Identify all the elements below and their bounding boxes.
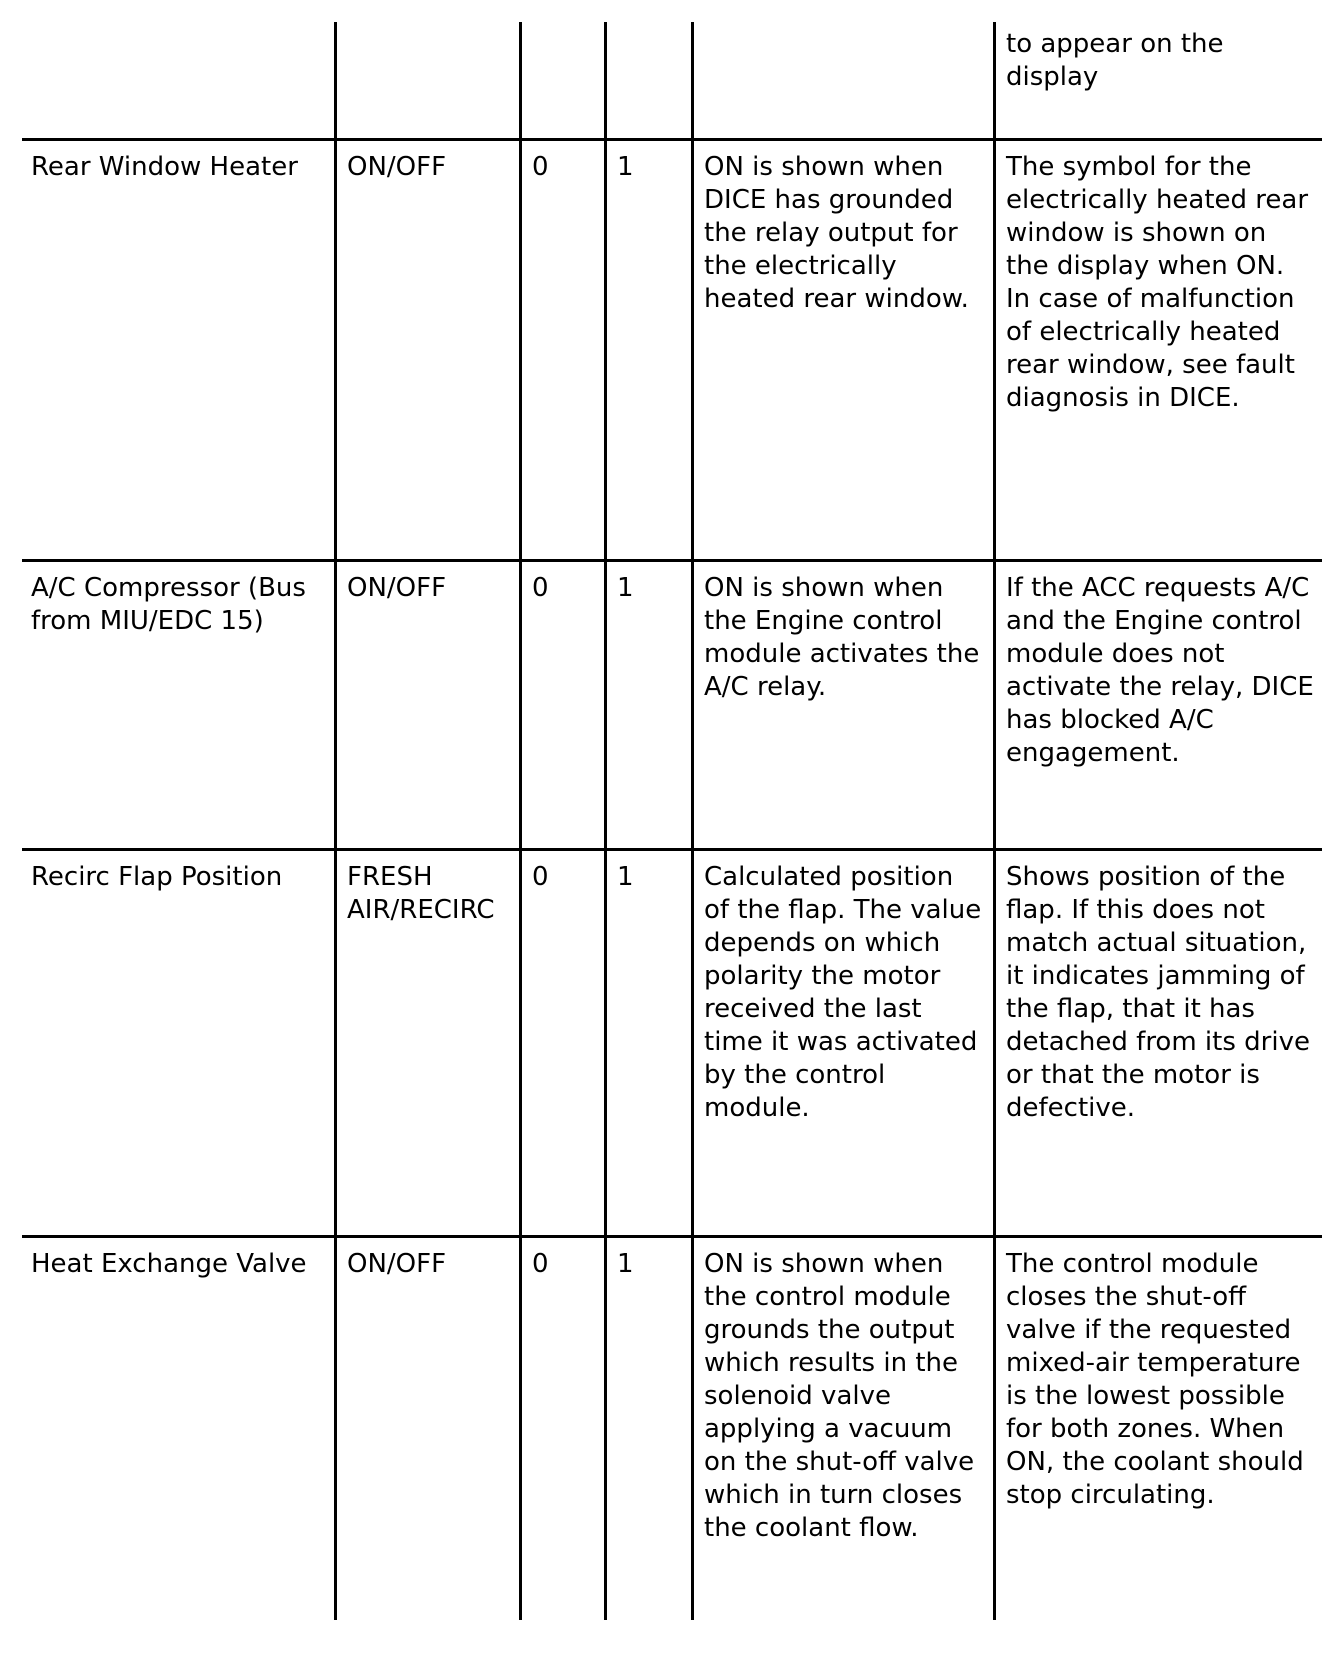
- cell-min: 0: [519, 1238, 604, 1620]
- table-row: [22, 138, 1322, 559]
- cell-values: ON/OFF: [334, 562, 519, 848]
- table-row: [22, 1235, 1322, 1620]
- cell-values: FRESH AIR/RECIRC: [334, 851, 519, 1235]
- cell-min: [519, 22, 604, 138]
- cell-min: 0: [519, 562, 604, 848]
- cell-parameter-name: [22, 22, 334, 138]
- cell-explanation: Calculated position of the flap. The value depends on which polarity the motor received the last time it was activated by the control module.: [691, 851, 993, 1235]
- cell-max: 1: [604, 851, 691, 1235]
- cell-max: 1: [604, 1238, 691, 1620]
- cell-explanation: [691, 22, 993, 138]
- cell-parameter-name: Rear Window Heater: [31, 152, 298, 182]
- cell-explanation: ON is shown when DICE has grounded the relay output for the electrically heated rear window.: [691, 141, 993, 559]
- cell-notes: to appear on the display: [993, 22, 1322, 138]
- cell-explanation: ON is shown when the Engine control module activates the A/C relay.: [691, 562, 993, 848]
- cell-min: 0: [519, 851, 604, 1235]
- cell-explanation: ON is shown when the control module grounds the output which results in the solenoid valve applying a vacuum on the shut-off valve which in turn closes the coolant flow.: [691, 1238, 993, 1620]
- cell-max: [604, 22, 691, 138]
- parameter-table: [22, 22, 1322, 1620]
- cell-values: ON/OFF: [334, 1238, 519, 1620]
- cell-min: 0: [519, 141, 604, 559]
- cell-max: 1: [604, 141, 691, 559]
- cell-values: ON/OFF: [334, 141, 519, 559]
- cell-max: 1: [604, 562, 691, 848]
- cell-notes: The control module closes the shut-off valve if the requested mixed-air temperature is the lowest possible for both zones. When ON, the coolant should stop circulating.: [993, 1238, 1322, 1620]
- cell-parameter-name: Recirc Flap Position: [31, 862, 283, 892]
- cell-notes: If the ACC requests A/C and the Engine control module does not activate the relay, DICE has blocked A/C engagement.: [993, 562, 1322, 848]
- cell-parameter-name: Heat Exchange Valve: [31, 1249, 307, 1279]
- cell-notes: The symbol for the electrically heated rear window is shown on the display when ON. In case of malfunction of electrically heated rear window, see fault diagnosis in DICE.: [993, 141, 1322, 559]
- cell-parameter-name: A/C Compressor (Bus from MIU/EDC 15): [31, 573, 306, 636]
- table-row-continuation: [22, 22, 1322, 138]
- table-row: [22, 848, 1322, 1235]
- table-row: [22, 559, 1322, 848]
- cell-notes: Shows position of the flap. If this does not match actual situation, it indicates jamming of the flap, that it has detached from its drive or that the motor is defective.: [993, 851, 1322, 1235]
- cell-values: [334, 22, 519, 138]
